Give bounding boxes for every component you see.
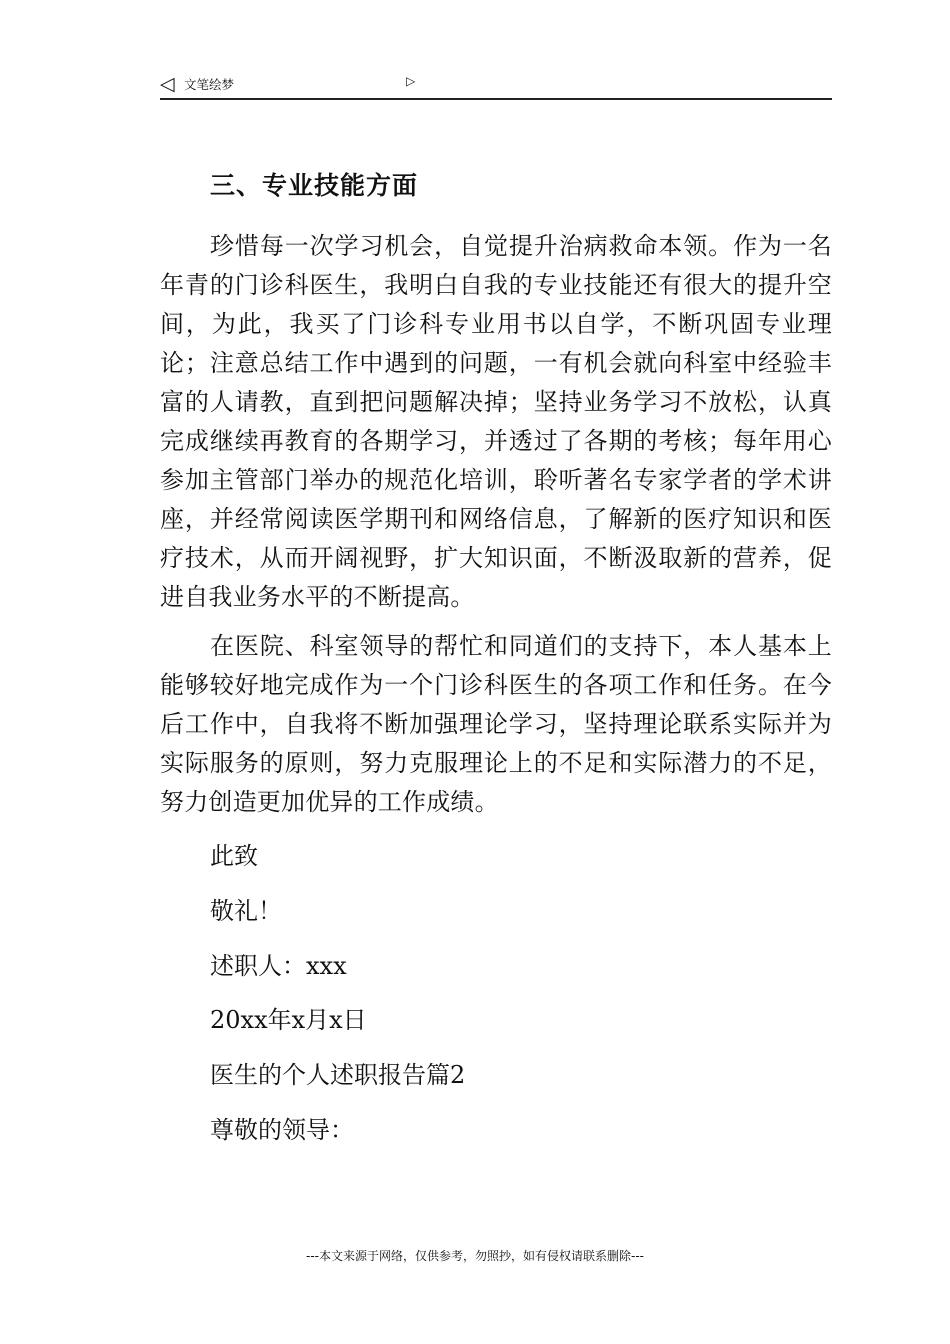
signature-line: 述职人：xxx [210, 952, 347, 980]
greeting-line: 尊敬的领导： [210, 1116, 354, 1144]
section-heading: 三、专业技能方面 [210, 171, 419, 200]
footer-disclaimer: ---本文来源于网络，仅供参考，勿照抄，如有侵权请联系删除--- [306, 1249, 644, 1263]
page-header [160, 74, 832, 100]
paragraph-2: 在医院、科室领导的帮忙和同道们的支持下，本人基本上能够较好地完成作为一个门诊科医生的各项工作和任务。在今后工作中，自我将不断加强理论学习，坚持理论联系实际并为实际服务的原则，努力克服理论上的不足和实际潜力的不足，努力创造更加优异的工作成绩。 [160, 632, 832, 816]
date-line: 20xx年x月x日 [210, 1006, 367, 1034]
salute-line: 敬礼！ [210, 897, 282, 925]
header-brand: 文笔绘梦 [184, 77, 235, 92]
closing-line: 此致 [210, 842, 258, 870]
triangle-right-icon: ▷ [406, 74, 416, 88]
paragraph-1: 珍惜每一次学习机会，自觉提升治病救命本领。作为一名年青的门诊科医生，我明白自我的专业技能还有很大的提升空间，为此，我买了门诊科专业用书以自学，不断巩固专业理论；注意总结工作中遇到的问题，一有机会就向科室中经验丰富的人请教，直到把问题解决掉；坚持业务学习不放松，认真完成继续再教育的各期学习，并透过了各期的考核；每年用心参加主管部门举办的规范化培训，聆听著名专家学者的学术讲座，并经常阅读医学期刊和网络信息，了解新的医疗知识和医疗技术，从而开阔视野，扩大知识面，不断汲取新的营养，促进自我业务水平的不断提高。 [160, 232, 832, 611]
next-report-title: 医生的个人述职报告篇2 [210, 1061, 466, 1089]
triangle-left-icon: ◁ [160, 73, 175, 95]
